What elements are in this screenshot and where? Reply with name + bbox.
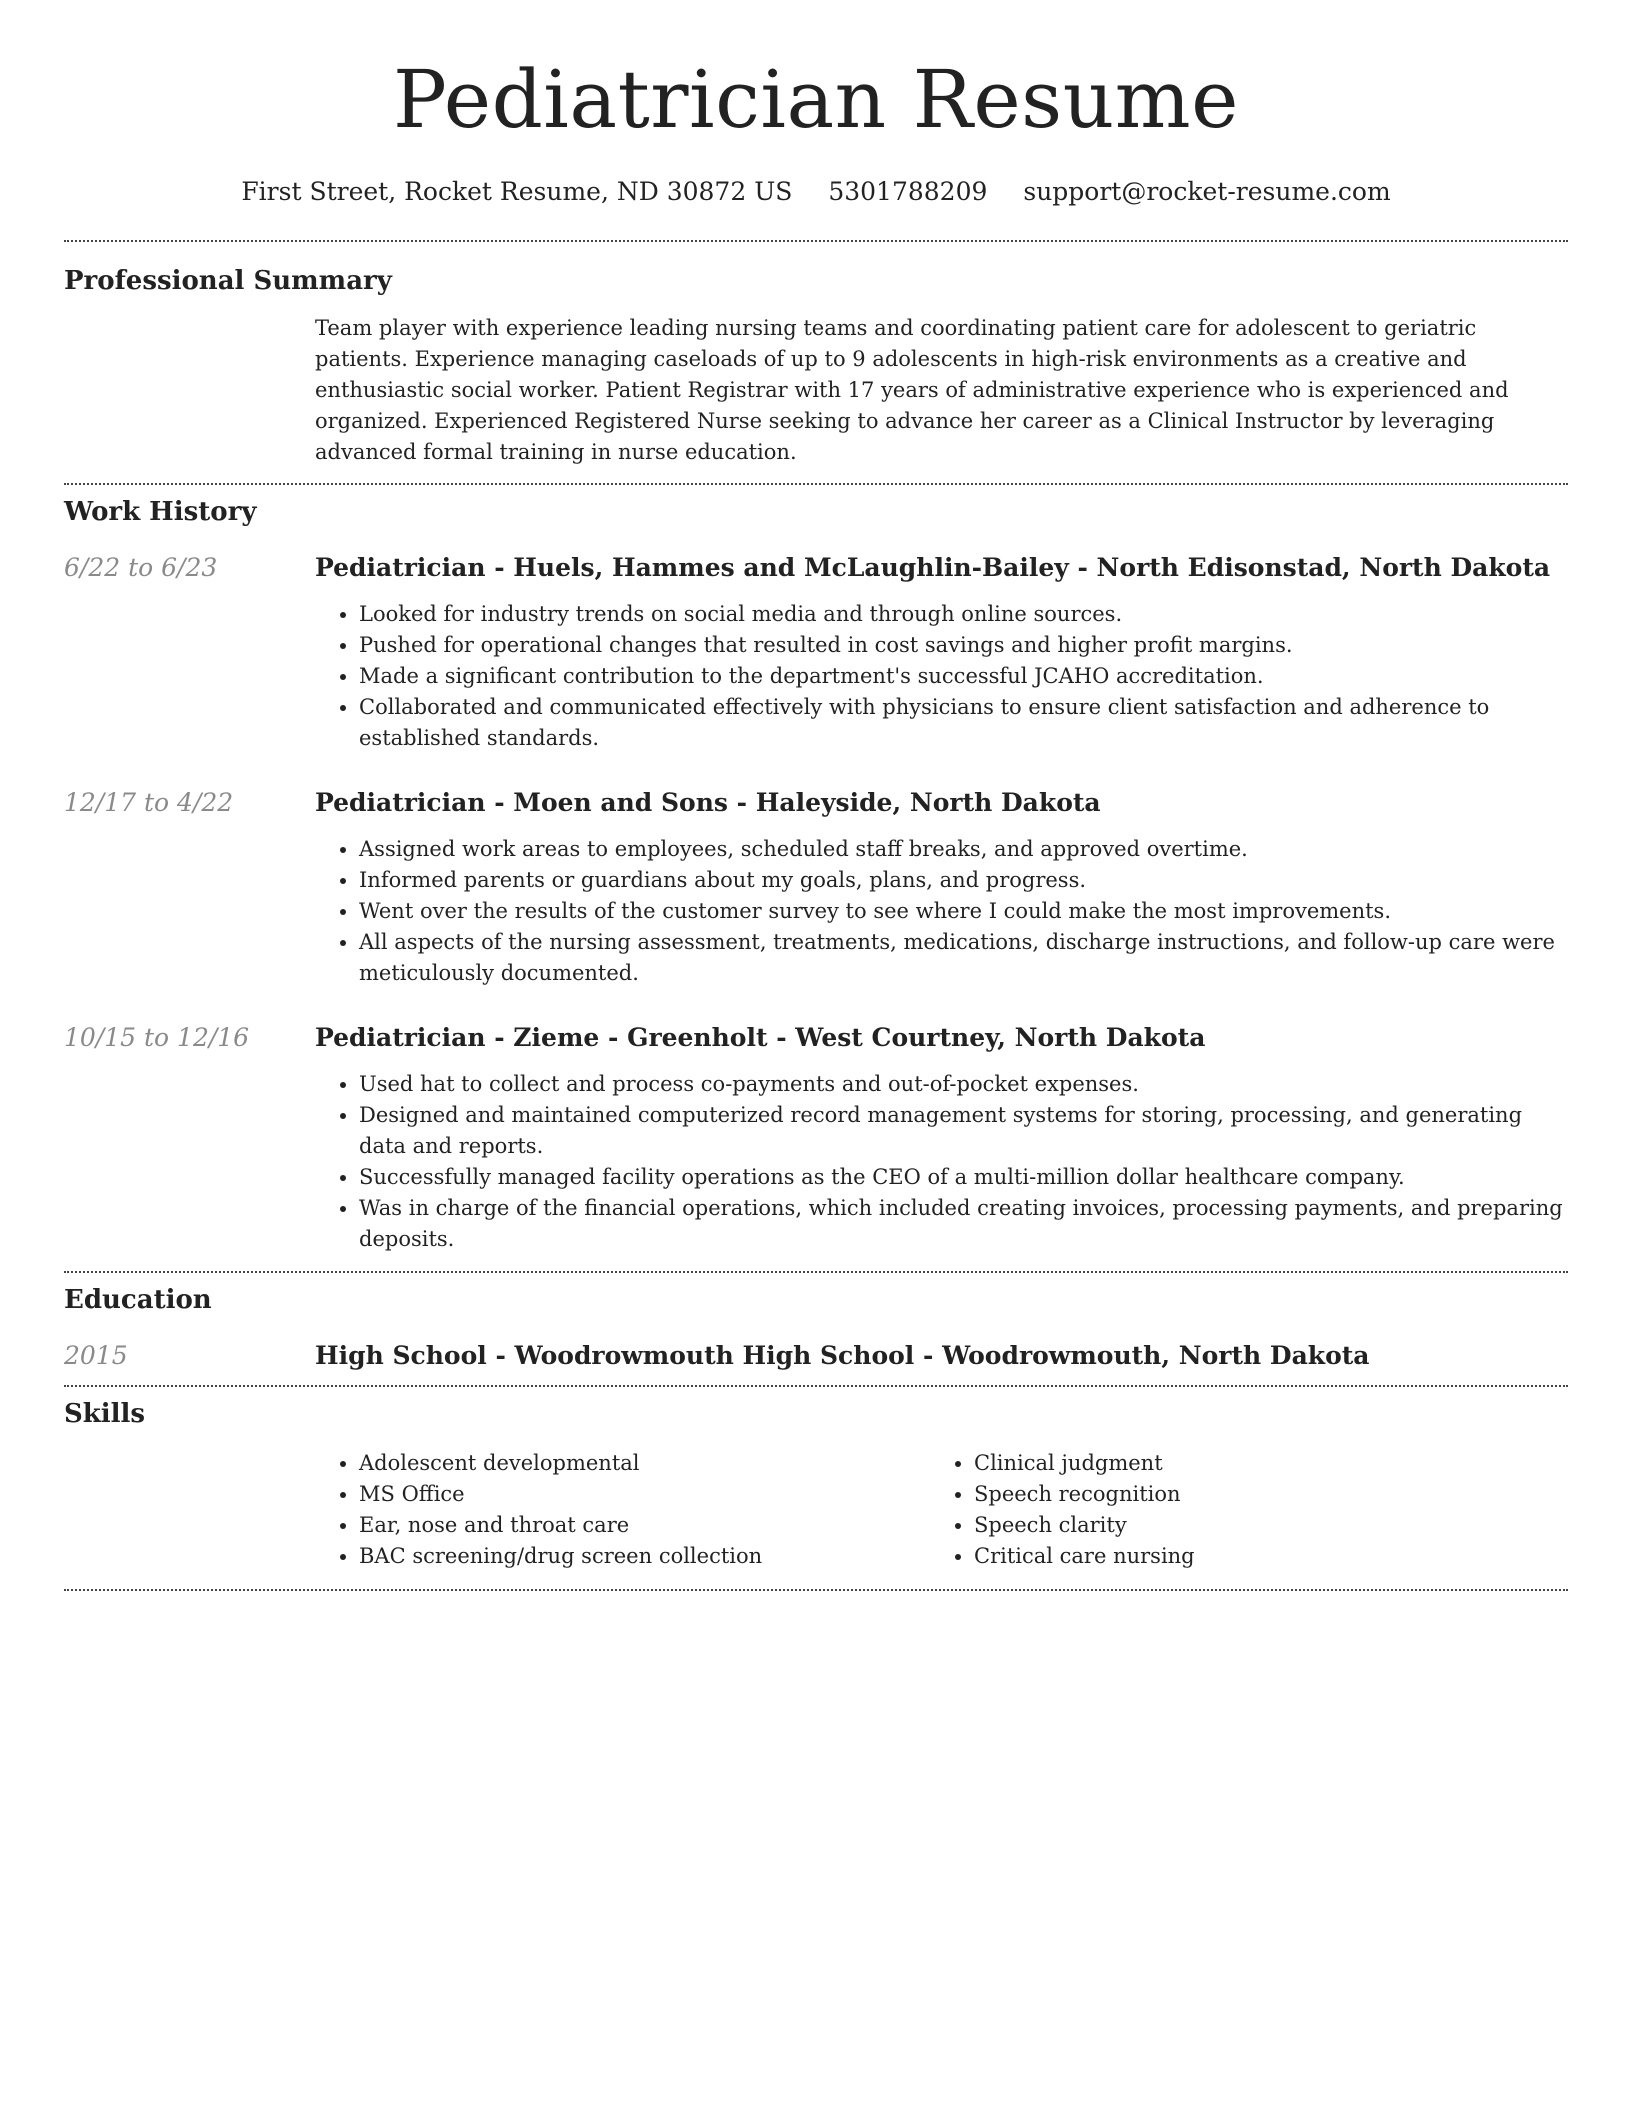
job-title: Pediatrician - Moen and Sons - Haleyside, North Dakota: [315, 788, 1101, 817]
contact-phone: 5301788209: [828, 177, 988, 206]
skill-item: • Ear, nose and throat care: [359, 1510, 930, 1541]
resume-header: [64, 0, 1568, 208]
contact-address: First Street, Rocket Resume, ND 30872 US: [241, 177, 793, 206]
skill-item: • BAC screening/drug screen collection: [359, 1541, 930, 1572]
skill-item: • MS Office: [359, 1479, 930, 1510]
job-dates: 6/22 to 6/23: [64, 553, 218, 582]
work-history-section: [64, 485, 1568, 1255]
skill-item: • Speech recognition: [974, 1479, 1545, 1510]
job-bullet: • Looked for industry trends on social media and through online sources.: [359, 599, 1568, 630]
job-bullet: • Made a significant contribution to the department's successful JCAHO accreditation.: [359, 661, 1568, 692]
job-bullet: • Was in charge of the financial operations, which included creating invoices, processing payments, and preparing deposits.: [359, 1193, 1568, 1255]
skills-list-right: [930, 1448, 1545, 1572]
skills-list-left: [315, 1448, 930, 1572]
education-year: 2015: [64, 1341, 128, 1370]
job-bullets: [315, 599, 1568, 754]
resume-title: Pediatrician Resume: [393, 53, 1239, 146]
skills-heading: Skills: [64, 1399, 146, 1429]
summary-section: [64, 242, 1568, 468]
job-dates: 12/17 to 4/22: [64, 788, 234, 817]
summary-text: Team player with experience leading nursing teams and coordinating patient care for adolescent to geriatric patients. Experience managing caseloads of up to 9 adolescents in high-risk environments as a creative and enthusiastic social worker. Patient Registrar with 17 years of administrative experience who is experienced and organized. Experienced Registered Nurse seeking to advance her career as a Clinical Instructor by leveraging advanced formal training in nurse education.: [315, 316, 1509, 464]
contact-email: support@rocket-resume.com: [1023, 177, 1391, 206]
education-title: High School - Woodrowmouth High School - Woodrowmouth, North Dakota: [315, 1341, 1370, 1370]
skills-divider: [64, 1589, 1568, 1591]
job-bullets: [315, 1069, 1568, 1255]
skill-item: • Critical care nursing: [974, 1541, 1545, 1572]
skill-item: • Clinical judgment: [974, 1448, 1545, 1479]
job-title: Pediatrician - Zieme - Greenholt - West Courtney, North Dakota: [315, 1023, 1206, 1052]
skill-item: • Adolescent developmental: [359, 1448, 930, 1479]
skills-section: [64, 1387, 1568, 1572]
job-bullet: • Went over the results of the customer survey to see where I could make the most improvements.: [359, 896, 1568, 927]
job-entry: [64, 786, 1568, 989]
job-bullet: • Collaborated and communicated effectively with physicians to ensure client satisfaction and adherence to established standards.: [359, 692, 1568, 754]
summary-heading: Professional Summary: [64, 266, 392, 296]
job-bullet: • Pushed for operational changes that resulted in cost savings and higher profit margins.: [359, 630, 1568, 661]
job-entry: [64, 551, 1568, 754]
job-bullet: • Informed parents or guardians about my goals, plans, and progress.: [359, 865, 1568, 896]
job-bullet: • Designed and maintained computerized record management systems for storing, processing, and generating data and reports.: [359, 1100, 1568, 1162]
job-bullet: • Used hat to collect and process co-payments and out-of-pocket expenses.: [359, 1069, 1568, 1100]
job-title: Pediatrician - Huels, Hammes and McLaughlin-Bailey - North Edisonstad, North Dakota: [315, 553, 1551, 582]
job-entry: [64, 1021, 1568, 1255]
job-bullets: [315, 834, 1568, 989]
job-bullet: • Successfully managed facility operations as the CEO of a multi-million dollar healthcare company.: [359, 1162, 1568, 1193]
contact-line: [64, 176, 1568, 208]
job-bullet: • Assigned work areas to employees, scheduled staff breaks, and approved overtime.: [359, 834, 1568, 865]
skill-item: • Speech clarity: [974, 1510, 1545, 1541]
job-bullet: • All aspects of the nursing assessment, treatments, medications, discharge instructions, and follow-up care were meticulously documented.: [359, 927, 1568, 989]
education-section: [64, 1273, 1568, 1373]
job-dates: 10/15 to 12/16: [64, 1023, 250, 1052]
work-history-heading: Work History: [64, 497, 257, 527]
education-heading: Education: [64, 1285, 212, 1315]
education-entry: [64, 1339, 1568, 1373]
